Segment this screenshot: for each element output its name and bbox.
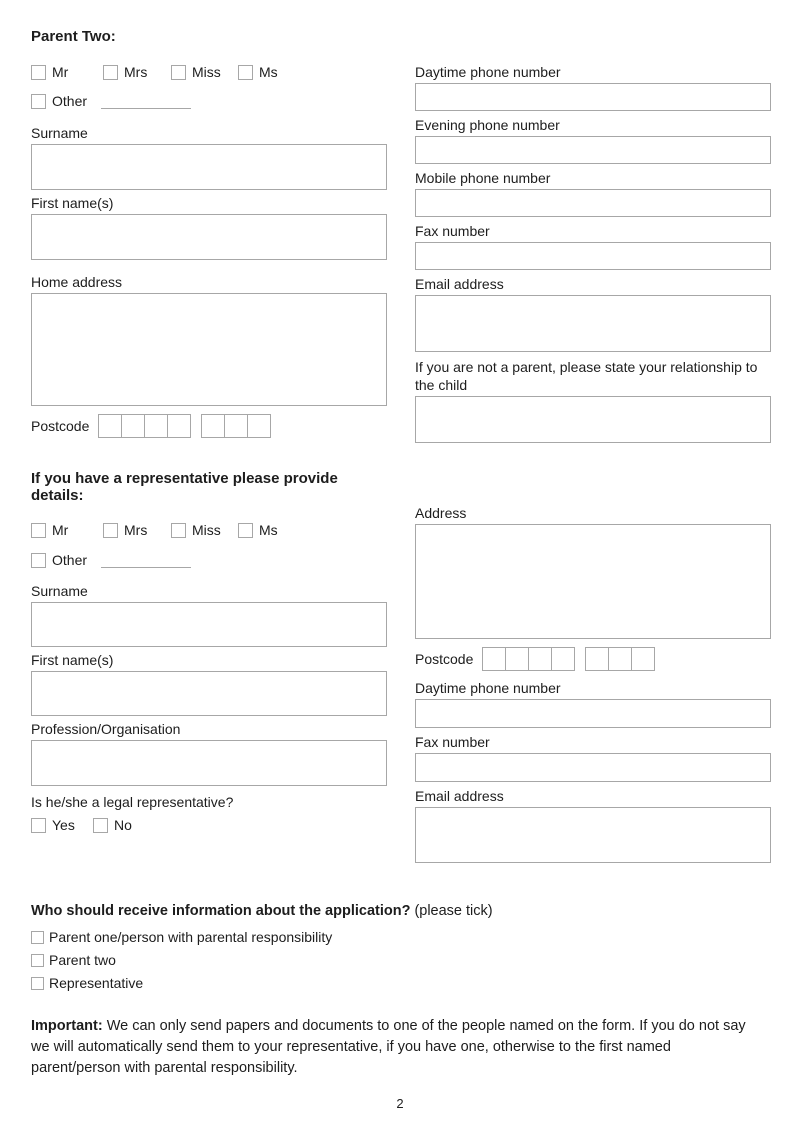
parent-two-postcode-group-1 [98, 414, 191, 438]
representative-title-row [31, 522, 387, 538]
representative-checkbox-miss[interactable] [171, 523, 186, 538]
recipient-section [31, 902, 776, 998]
parent-two-other-row [31, 93, 387, 109]
parent-two-label-ms: Ms [259, 64, 278, 80]
recipient-heading-note: (please tick) [414, 903, 493, 919]
parent-two-email-label: Email address [415, 276, 504, 292]
parent-two-surname-label: Surname [31, 125, 88, 141]
parent-two-mobile-phone-label: Mobile phone number [415, 170, 551, 186]
postcode-cell[interactable] [201, 414, 225, 438]
postcode-cell[interactable] [528, 647, 552, 671]
page-number: 2 [396, 1096, 404, 1111]
representative-right-column [415, 505, 771, 863]
representative-surname-label: Surname [31, 583, 88, 599]
important-text: We can only send papers and documents to one of the people named on the form. If you do not say we will automatically send them to your representative, if you have one, otherwise to the first named parent/person with parental responsibility. [31, 1018, 746, 1076]
postcode-cell[interactable] [631, 647, 655, 671]
parent-two-label-miss: Miss [192, 64, 221, 80]
recipient-heading-bold: Who should receive information about the application? [31, 903, 411, 919]
parent-two-relationship-label: If you are not a parent, please state your relationship to the child [415, 359, 758, 393]
representative-label-mrs: Mrs [124, 522, 148, 538]
recipient-heading [31, 902, 776, 920]
representative-label-other: Other [52, 552, 88, 568]
representative-first-names-input[interactable] [31, 671, 387, 716]
postcode-cell[interactable] [121, 414, 145, 438]
representative-daytime-phone-label: Daytime phone number [415, 680, 561, 696]
important-label: Important: [31, 1018, 103, 1034]
representative-profession-label: Profession/Organisation [31, 721, 181, 737]
parent-two-first-names-label: First name(s) [31, 195, 114, 211]
postcode-cell[interactable] [247, 414, 271, 438]
postcode-cell[interactable] [144, 414, 168, 438]
representative-address-input[interactable] [415, 524, 771, 639]
parent-two-postcode-row [31, 414, 387, 438]
parent-two-daytime-phone-input[interactable] [415, 83, 771, 111]
representative-postcode-group-1 [482, 647, 575, 671]
recipient-option-row [31, 952, 776, 968]
parent-two-evening-phone-label: Evening phone number [415, 117, 560, 133]
representative-other-write-in-line[interactable] [101, 552, 191, 568]
representative-label-yes: Yes [52, 817, 75, 833]
parent-two-other-write-in-line[interactable] [101, 93, 191, 109]
postcode-cell[interactable] [98, 414, 122, 438]
representative-fax-label: Fax number [415, 734, 490, 750]
representative-fax-input[interactable] [415, 753, 771, 782]
parent-two-evening-phone-input[interactable] [415, 136, 771, 164]
recipient-option-representative-label: Representative [49, 975, 144, 991]
representative-checkbox-mr[interactable] [31, 523, 46, 538]
recipient-checkbox-parent-one[interactable] [31, 931, 44, 944]
parent-two-label-other: Other [52, 93, 88, 109]
representative-label-mr: Mr [52, 522, 69, 538]
representative-checkbox-other[interactable] [31, 553, 46, 568]
postcode-cell[interactable] [224, 414, 248, 438]
parent-two-first-names-input[interactable] [31, 214, 387, 260]
parent-two-surname-input[interactable] [31, 144, 387, 190]
parent-two-daytime-phone-label: Daytime phone number [415, 64, 561, 80]
recipient-option-row [31, 929, 776, 945]
representative-checkbox-yes[interactable] [31, 818, 46, 833]
recipient-checkbox-representative[interactable] [31, 977, 44, 990]
representative-email-label: Email address [415, 788, 504, 804]
representative-postcode-row [415, 647, 771, 671]
parent-two-home-address-input[interactable] [31, 293, 387, 406]
parent-two-fax-label: Fax number [415, 223, 490, 239]
postcode-cell[interactable] [608, 647, 632, 671]
representative-first-names-label: First name(s) [31, 652, 114, 668]
parent-two-relationship-input[interactable] [415, 396, 771, 443]
recipient-option-row [31, 975, 776, 991]
parent-two-postcode-group-2 [201, 414, 271, 438]
parent-two-label-mrs: Mrs [124, 64, 148, 80]
representative-legal-answer-row [31, 817, 387, 833]
parent-two-email-input[interactable] [415, 295, 771, 352]
important-note [31, 1016, 753, 1079]
recipient-option-parent-two-label: Parent two [49, 952, 116, 968]
representative-profession-input[interactable] [31, 740, 387, 786]
representative-checkbox-no[interactable] [93, 818, 108, 833]
parent-two-mobile-phone-input[interactable] [415, 189, 771, 217]
representative-checkbox-mrs[interactable] [103, 523, 118, 538]
parent-two-left-column [31, 28, 387, 438]
parent-two-right-column [415, 64, 771, 443]
representative-legal-question-label: Is he/she a legal representative? [31, 794, 234, 810]
parent-two-label-mr: Mr [52, 64, 69, 80]
parent-two-checkbox-mrs[interactable] [103, 65, 118, 80]
representative-label-ms: Ms [259, 522, 278, 538]
representative-label-miss: Miss [192, 522, 221, 538]
parent-two-title-row [31, 64, 387, 80]
postcode-cell[interactable] [482, 647, 506, 671]
parent-two-fax-input[interactable] [415, 242, 771, 270]
representative-left-column [31, 470, 387, 833]
postcode-cell[interactable] [551, 647, 575, 671]
representative-daytime-phone-input[interactable] [415, 699, 771, 728]
representative-postcode-group-2 [585, 647, 655, 671]
parent-two-heading: Parent Two: [31, 28, 116, 45]
parent-two-postcode-label: Postcode [31, 418, 90, 434]
parent-two-home-address-label: Home address [31, 274, 123, 290]
recipient-checkbox-parent-two[interactable] [31, 954, 44, 967]
representative-surname-input[interactable] [31, 602, 387, 647]
representative-other-row [31, 552, 387, 568]
representative-email-input[interactable] [415, 807, 771, 863]
representative-checkbox-ms[interactable] [238, 523, 253, 538]
representative-address-label: Address [415, 505, 467, 521]
postcode-cell[interactable] [585, 647, 609, 671]
representative-heading: If you have a representative please provide details: [31, 470, 338, 504]
parent-two-checkbox-ms[interactable] [238, 65, 253, 80]
parent-two-checkbox-mr[interactable] [31, 65, 46, 80]
postcode-cell[interactable] [167, 414, 191, 438]
parent-two-checkbox-miss[interactable] [171, 65, 186, 80]
representative-postcode-label: Postcode [415, 651, 474, 667]
recipient-option-parent-one-label: Parent one/person with parental responsibility [49, 929, 333, 945]
representative-label-no: No [114, 817, 132, 833]
parent-two-checkbox-other[interactable] [31, 94, 46, 109]
postcode-cell[interactable] [505, 647, 529, 671]
